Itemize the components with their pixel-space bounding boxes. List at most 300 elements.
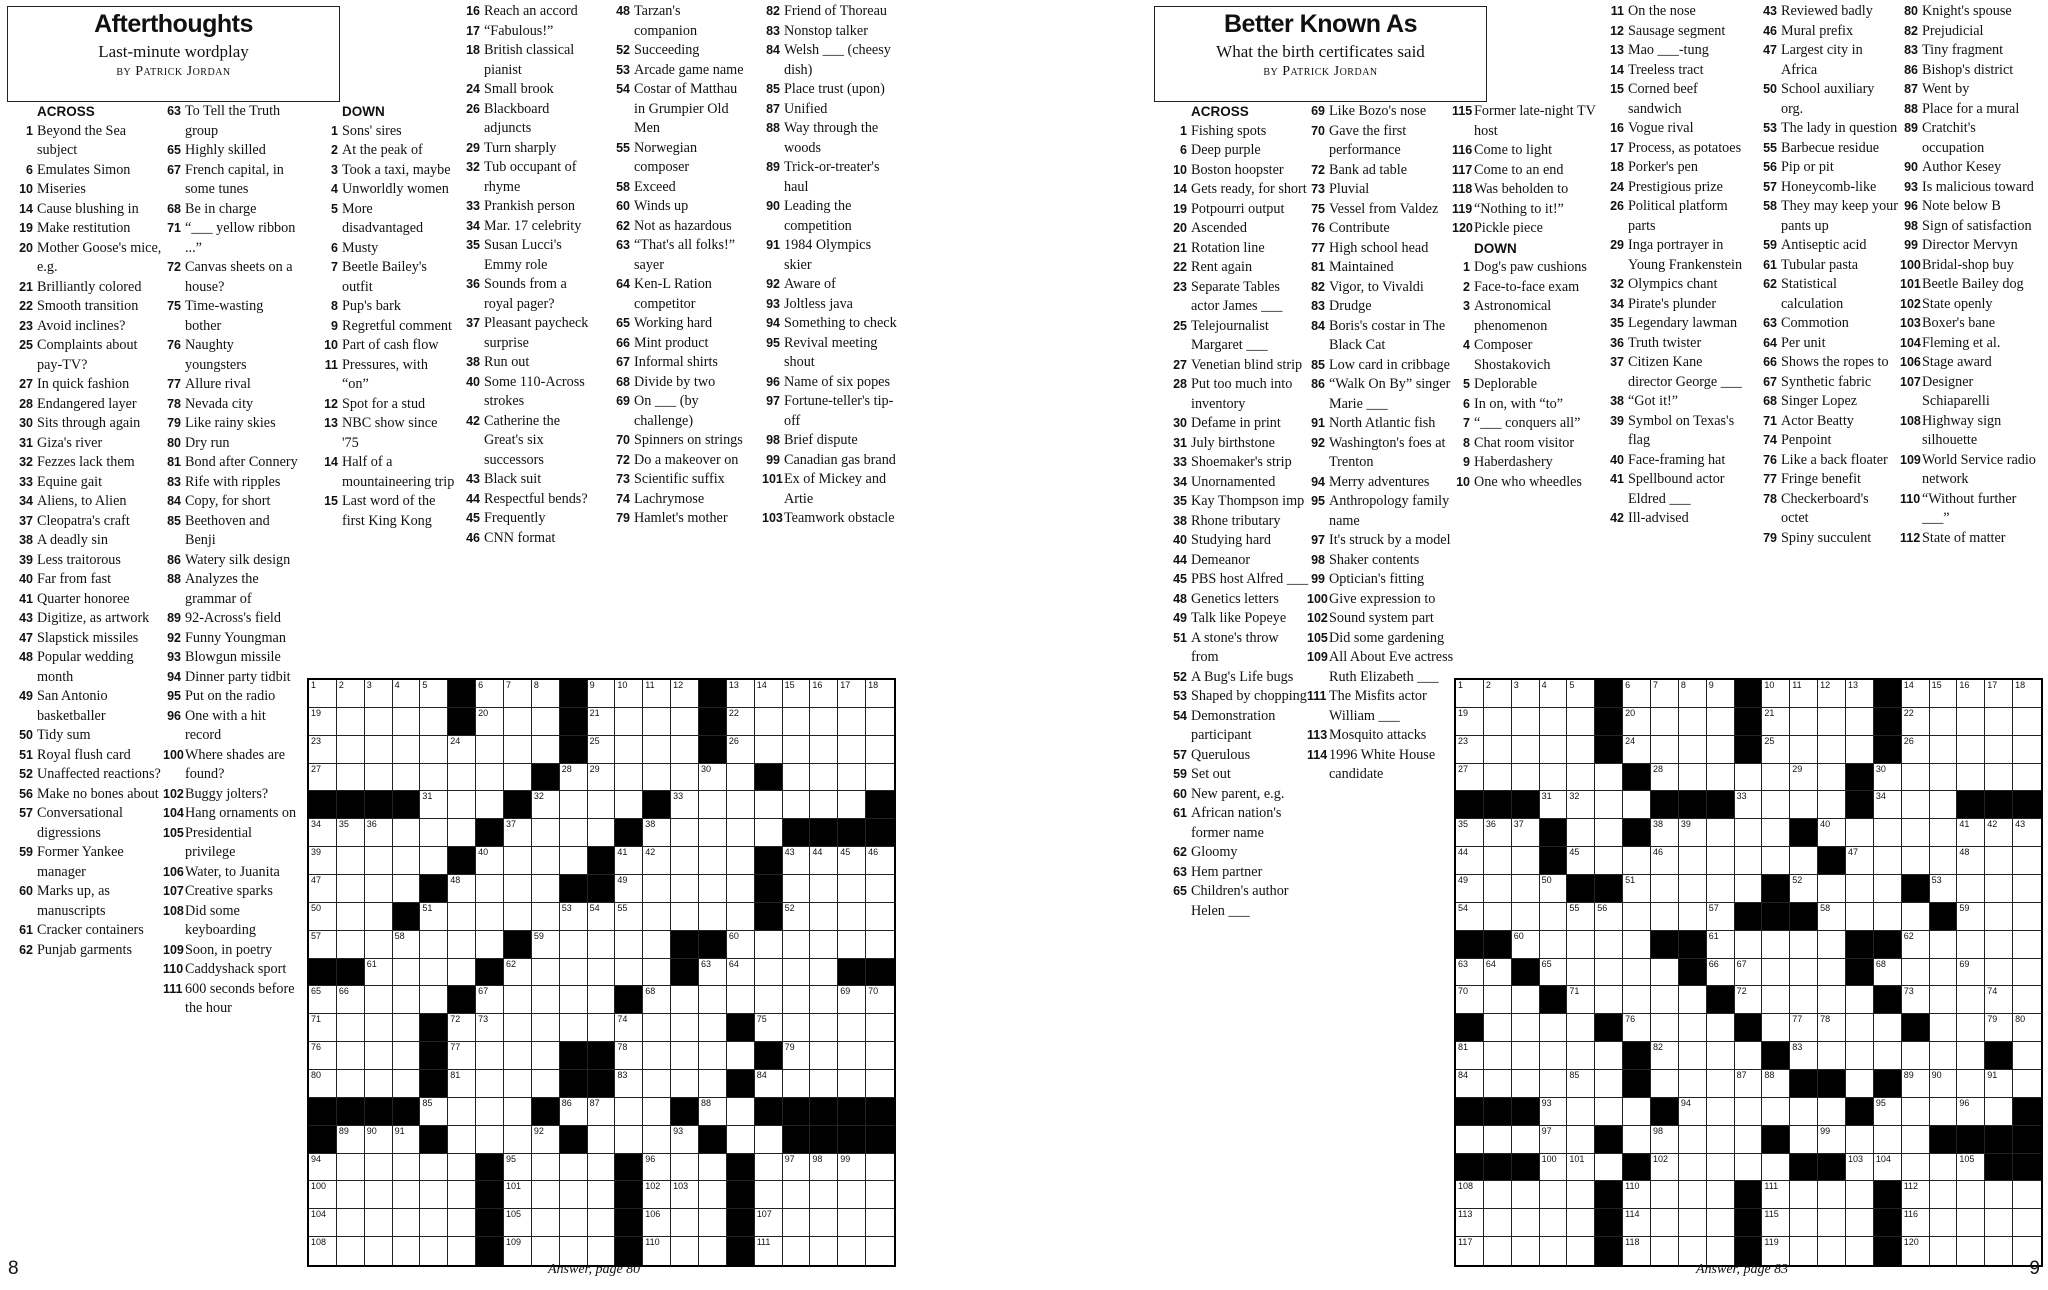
grid-cell[interactable]	[1707, 903, 1735, 931]
grid-cell[interactable]	[1762, 680, 1790, 708]
grid-cell[interactable]	[448, 1237, 476, 1265]
grid-cell[interactable]	[448, 875, 476, 903]
grid-cell[interactable]	[1957, 986, 1985, 1014]
grid-cell[interactable]	[1790, 1126, 1818, 1154]
grid-cell[interactable]	[615, 1070, 643, 1098]
grid-cell[interactable]	[783, 1237, 811, 1265]
grid-cell[interactable]	[671, 1181, 699, 1209]
grid-cell[interactable]	[532, 903, 560, 931]
grid-cell[interactable]	[476, 903, 504, 931]
grid-cell[interactable]	[810, 903, 838, 931]
grid-cell[interactable]	[504, 764, 532, 792]
grid-cell[interactable]	[1790, 680, 1818, 708]
grid-cell[interactable]	[810, 1154, 838, 1182]
grid-cell[interactable]	[393, 1154, 421, 1182]
grid-cell[interactable]	[810, 791, 838, 819]
grid-cell[interactable]	[1567, 1014, 1595, 1042]
grid-cell[interactable]	[727, 764, 755, 792]
grid-cell[interactable]	[1957, 847, 1985, 875]
grid-cell[interactable]	[1484, 764, 1512, 792]
grid-cell[interactable]	[504, 1181, 532, 1209]
grid-cell[interactable]	[309, 847, 337, 875]
grid-cell[interactable]	[1985, 875, 2013, 903]
grid-cell[interactable]	[1651, 847, 1679, 875]
grid-cell[interactable]	[393, 1209, 421, 1237]
grid-cell[interactable]	[1957, 1209, 1985, 1237]
grid-cell[interactable]	[1707, 1070, 1735, 1098]
grid-cell[interactable]	[1985, 959, 2013, 987]
grid-cell[interactable]	[810, 1014, 838, 1042]
grid-cell[interactable]	[1679, 986, 1707, 1014]
grid-cell[interactable]	[1818, 875, 1846, 903]
grid-cell[interactable]	[643, 764, 671, 792]
grid-cell[interactable]	[420, 931, 448, 959]
grid-cell[interactable]	[1818, 1209, 1846, 1237]
grid-cell[interactable]	[2013, 680, 2041, 708]
grid-cell[interactable]	[699, 986, 727, 1014]
grid-cell[interactable]	[810, 1070, 838, 1098]
grid-cell[interactable]	[2013, 903, 2041, 931]
grid-cell[interactable]	[866, 708, 894, 736]
grid-cell[interactable]	[671, 1237, 699, 1265]
grid-cell[interactable]	[588, 1154, 616, 1182]
grid-cell[interactable]	[1762, 959, 1790, 987]
grid-cell[interactable]	[755, 708, 783, 736]
grid-cell[interactable]	[1902, 680, 1930, 708]
grid-cell[interactable]	[755, 1014, 783, 1042]
grid-cell[interactable]	[393, 819, 421, 847]
grid-cell[interactable]	[1512, 1181, 1540, 1209]
grid-cell[interactable]	[1735, 1098, 1763, 1126]
grid-cell[interactable]	[1930, 1014, 1958, 1042]
grid-cell[interactable]	[1902, 1042, 1930, 1070]
grid-cell[interactable]	[1456, 903, 1484, 931]
grid-cell[interactable]	[1874, 959, 1902, 987]
grid-cell[interactable]	[1957, 764, 1985, 792]
grid-cell[interactable]	[727, 1098, 755, 1126]
grid-cell[interactable]	[1957, 1014, 1985, 1042]
grid-cell[interactable]	[1512, 764, 1540, 792]
grid-cell[interactable]	[588, 791, 616, 819]
grid-cell[interactable]	[1540, 708, 1568, 736]
grid-cell[interactable]	[393, 931, 421, 959]
grid-cell[interactable]	[1846, 1126, 1874, 1154]
grid-cell[interactable]	[2013, 764, 2041, 792]
grid-cell[interactable]	[393, 847, 421, 875]
grid-cell[interactable]	[1985, 903, 2013, 931]
grid-cell[interactable]	[1484, 1181, 1512, 1209]
grid-cell[interactable]	[1762, 736, 1790, 764]
grid-cell[interactable]	[1735, 819, 1763, 847]
grid-cell[interactable]	[448, 1042, 476, 1070]
grid-cell[interactable]	[615, 764, 643, 792]
grid-cell[interactable]	[755, 1181, 783, 1209]
grid-cell[interactable]	[2013, 708, 2041, 736]
grid-cell[interactable]	[1930, 708, 1958, 736]
grid-cell[interactable]	[643, 986, 671, 1014]
grid-cell[interactable]	[1623, 708, 1651, 736]
grid-cell[interactable]	[727, 819, 755, 847]
grid-cell[interactable]	[755, 1070, 783, 1098]
grid-cell[interactable]	[1540, 931, 1568, 959]
grid-cell[interactable]	[643, 1181, 671, 1209]
grid-cell[interactable]	[1985, 1098, 2013, 1126]
grid-cell[interactable]	[588, 736, 616, 764]
grid-cell[interactable]	[393, 959, 421, 987]
grid-cell[interactable]	[588, 708, 616, 736]
grid-cell[interactable]	[504, 875, 532, 903]
grid-cell[interactable]	[504, 736, 532, 764]
grid-cell[interactable]	[1651, 1070, 1679, 1098]
grid-cell[interactable]	[866, 875, 894, 903]
grid-cell[interactable]	[810, 931, 838, 959]
grid-cell[interactable]	[1874, 819, 1902, 847]
grid-cell[interactable]	[1902, 1209, 1930, 1237]
grid-cell[interactable]	[504, 680, 532, 708]
grid-cell[interactable]	[1595, 1154, 1623, 1182]
grid-cell[interactable]	[504, 1126, 532, 1154]
grid-cell[interactable]	[1874, 847, 1902, 875]
grid-cell[interactable]	[1735, 931, 1763, 959]
grid-cell[interactable]	[1707, 680, 1735, 708]
grid-cell[interactable]	[1957, 1070, 1985, 1098]
grid-cell[interactable]	[1985, 1181, 2013, 1209]
grid-cell[interactable]	[783, 1209, 811, 1237]
grid-cell[interactable]	[1707, 1209, 1735, 1237]
grid-cell[interactable]	[588, 1126, 616, 1154]
grid-cell[interactable]	[1567, 986, 1595, 1014]
grid-cell[interactable]	[393, 764, 421, 792]
grid-cell[interactable]	[309, 680, 337, 708]
grid-cell[interactable]	[1985, 931, 2013, 959]
grid-cell[interactable]	[365, 903, 393, 931]
grid-cell[interactable]	[866, 1042, 894, 1070]
grid-cell[interactable]	[1484, 875, 1512, 903]
grid-cell[interactable]	[1623, 1181, 1651, 1209]
grid-cell[interactable]	[1930, 1237, 1958, 1265]
grid-cell[interactable]	[2013, 847, 2041, 875]
grid-cell[interactable]	[838, 1209, 866, 1237]
grid-cell[interactable]	[476, 931, 504, 959]
grid-cell[interactable]	[588, 819, 616, 847]
grid-cell[interactable]	[1902, 1098, 1930, 1126]
grid-cell[interactable]	[588, 903, 616, 931]
grid-cell[interactable]	[1456, 736, 1484, 764]
grid-cell[interactable]	[1930, 680, 1958, 708]
grid-cell[interactable]	[699, 875, 727, 903]
grid-cell[interactable]	[1456, 1181, 1484, 1209]
grid-cell[interactable]	[643, 1237, 671, 1265]
grid-cell[interactable]	[1456, 764, 1484, 792]
grid-cell[interactable]	[727, 959, 755, 987]
grid-cell[interactable]	[309, 986, 337, 1014]
grid-cell[interactable]	[1456, 708, 1484, 736]
grid-cell[interactable]	[504, 903, 532, 931]
grid-cell[interactable]	[448, 736, 476, 764]
grid-cell[interactable]	[671, 986, 699, 1014]
grid-cell[interactable]	[1818, 1237, 1846, 1265]
grid-cell[interactable]	[1818, 791, 1846, 819]
grid-cell[interactable]	[1456, 986, 1484, 1014]
grid-cell[interactable]	[755, 736, 783, 764]
grid-cell[interactable]	[532, 959, 560, 987]
grid-cell[interactable]	[1957, 1237, 1985, 1265]
grid-cell[interactable]	[643, 1070, 671, 1098]
grid-cell[interactable]	[393, 736, 421, 764]
grid-cell[interactable]	[1456, 959, 1484, 987]
grid-cell[interactable]	[1957, 931, 1985, 959]
grid-cell[interactable]	[1707, 1154, 1735, 1182]
grid-cell[interactable]	[1902, 986, 1930, 1014]
grid-cell[interactable]	[337, 903, 365, 931]
grid-cell[interactable]	[1595, 847, 1623, 875]
grid-cell[interactable]	[309, 875, 337, 903]
grid-cell[interactable]	[1651, 1154, 1679, 1182]
grid-cell[interactable]	[1735, 791, 1763, 819]
grid-cell[interactable]	[1567, 959, 1595, 987]
grid-cell[interactable]	[1874, 1042, 1902, 1070]
grid-cell[interactable]	[1512, 1126, 1540, 1154]
grid-cell[interactable]	[1762, 847, 1790, 875]
grid-cell[interactable]	[1735, 1070, 1763, 1098]
grid-cell[interactable]	[866, 986, 894, 1014]
grid-cell[interactable]	[504, 1042, 532, 1070]
grid-cell[interactable]	[755, 680, 783, 708]
grid-cell[interactable]	[393, 1237, 421, 1265]
grid-cell[interactable]	[671, 1070, 699, 1098]
grid-cell[interactable]	[337, 986, 365, 1014]
grid-cell[interactable]	[1456, 847, 1484, 875]
grid-cell[interactable]	[1567, 680, 1595, 708]
grid-cell[interactable]	[1623, 680, 1651, 708]
grid-cell[interactable]	[420, 819, 448, 847]
grid-cell[interactable]	[1595, 819, 1623, 847]
grid-cell[interactable]	[1456, 819, 1484, 847]
grid-cell[interactable]	[504, 1209, 532, 1237]
grid-cell[interactable]	[1930, 819, 1958, 847]
grid-cell[interactable]	[1818, 903, 1846, 931]
grid-cell[interactable]	[1818, 959, 1846, 987]
grid-cell[interactable]	[309, 903, 337, 931]
grid-cell[interactable]	[1790, 1098, 1818, 1126]
grid-cell[interactable]	[1707, 1042, 1735, 1070]
grid-cell[interactable]	[1595, 764, 1623, 792]
grid-cell[interactable]	[671, 1014, 699, 1042]
grid-cell[interactable]	[1567, 1126, 1595, 1154]
grid-cell[interactable]	[1735, 1154, 1763, 1182]
grid-cell[interactable]	[1623, 1209, 1651, 1237]
grid-cell[interactable]	[1762, 764, 1790, 792]
grid-cell[interactable]	[1679, 1042, 1707, 1070]
grid-cell[interactable]	[1567, 791, 1595, 819]
grid-cell[interactable]	[476, 986, 504, 1014]
grid-cell[interactable]	[838, 986, 866, 1014]
grid-cell[interactable]	[699, 1014, 727, 1042]
grid-cell[interactable]	[365, 708, 393, 736]
grid-cell[interactable]	[365, 819, 393, 847]
grid-cell[interactable]	[615, 903, 643, 931]
grid-cell[interactable]	[476, 1098, 504, 1126]
grid-cell[interactable]	[1930, 791, 1958, 819]
grid-cell[interactable]	[1567, 708, 1595, 736]
grid-cell[interactable]	[448, 931, 476, 959]
grid-cell[interactable]	[420, 959, 448, 987]
grid-cell[interactable]	[476, 680, 504, 708]
grid-cell[interactable]	[783, 708, 811, 736]
grid-cell[interactable]	[1540, 1237, 1568, 1265]
grid-cell[interactable]	[699, 903, 727, 931]
grid-cell[interactable]	[727, 847, 755, 875]
grid-cell[interactable]	[866, 1070, 894, 1098]
grid-cell[interactable]	[448, 959, 476, 987]
grid-cell[interactable]	[1512, 903, 1540, 931]
grid-cell[interactable]	[1512, 986, 1540, 1014]
grid-cell[interactable]	[532, 847, 560, 875]
grid-cell[interactable]	[560, 903, 588, 931]
grid-cell[interactable]	[671, 1042, 699, 1070]
grid-cell[interactable]	[810, 986, 838, 1014]
grid-cell[interactable]	[1985, 1237, 2013, 1265]
grid-cell[interactable]	[448, 791, 476, 819]
grid-cell[interactable]	[476, 1126, 504, 1154]
grid-cell[interactable]	[504, 1070, 532, 1098]
grid-cell[interactable]	[1707, 736, 1735, 764]
grid-cell[interactable]	[2013, 931, 2041, 959]
grid-cell[interactable]	[1902, 736, 1930, 764]
grid-cell[interactable]	[1540, 959, 1568, 987]
grid-cell[interactable]	[866, 1209, 894, 1237]
grid-cell[interactable]	[309, 1209, 337, 1237]
grid-cell[interactable]	[1818, 680, 1846, 708]
grid-cell[interactable]	[1957, 875, 1985, 903]
grid-cell[interactable]	[838, 1154, 866, 1182]
grid-cell[interactable]	[560, 847, 588, 875]
grid-cell[interactable]	[643, 1209, 671, 1237]
grid-cell[interactable]	[420, 1209, 448, 1237]
grid-cell[interactable]	[838, 680, 866, 708]
grid-cell[interactable]	[1902, 1070, 1930, 1098]
grid-cell[interactable]	[2013, 1070, 2041, 1098]
grid-cell[interactable]	[476, 1070, 504, 1098]
grid-cell[interactable]	[337, 680, 365, 708]
grid-cell[interactable]	[1540, 875, 1568, 903]
grid-cell[interactable]	[1679, 1098, 1707, 1126]
grid-cell[interactable]	[448, 1209, 476, 1237]
grid-cell[interactable]	[588, 1237, 616, 1265]
grid-cell[interactable]	[532, 736, 560, 764]
grid-cell[interactable]	[1902, 959, 1930, 987]
grid-cell[interactable]	[1679, 875, 1707, 903]
grid-cell[interactable]	[643, 680, 671, 708]
grid-cell[interactable]	[1818, 819, 1846, 847]
grid-cell[interactable]	[1762, 791, 1790, 819]
grid-cell[interactable]	[783, 1042, 811, 1070]
grid-cell[interactable]	[1484, 1042, 1512, 1070]
grid-cell[interactable]	[393, 1070, 421, 1098]
grid-cell[interactable]	[1902, 708, 1930, 736]
grid-cell[interactable]	[365, 1070, 393, 1098]
grid-cell[interactable]	[1762, 1209, 1790, 1237]
grid-cell[interactable]	[1930, 1098, 1958, 1126]
grid-cell[interactable]	[337, 1070, 365, 1098]
grid-cell[interactable]	[420, 764, 448, 792]
grid-cell[interactable]	[1846, 1070, 1874, 1098]
grid-cell[interactable]	[1595, 986, 1623, 1014]
grid-cell[interactable]	[1651, 1042, 1679, 1070]
grid-cell[interactable]	[1846, 736, 1874, 764]
grid-cell[interactable]	[337, 931, 365, 959]
grid-cell[interactable]	[1846, 847, 1874, 875]
grid-cell[interactable]	[504, 1098, 532, 1126]
grid-cell[interactable]	[1567, 736, 1595, 764]
grid-cell[interactable]	[1818, 1014, 1846, 1042]
grid-cell[interactable]	[476, 764, 504, 792]
grid-cell[interactable]	[1790, 959, 1818, 987]
grid-cell[interactable]	[1679, 736, 1707, 764]
grid-cell[interactable]	[1902, 1181, 1930, 1209]
grid-cell[interactable]	[615, 791, 643, 819]
grid-cell[interactable]	[1735, 847, 1763, 875]
grid-cell[interactable]	[365, 736, 393, 764]
crossword-grid[interactable]	[1454, 678, 2043, 1267]
grid-cell[interactable]	[420, 1237, 448, 1265]
grid-cell[interactable]	[1930, 986, 1958, 1014]
grid-cell[interactable]	[755, 931, 783, 959]
grid-cell[interactable]	[1512, 1070, 1540, 1098]
grid-cell[interactable]	[1456, 680, 1484, 708]
grid-cell[interactable]	[783, 847, 811, 875]
grid-cell[interactable]	[560, 1209, 588, 1237]
grid-cell[interactable]	[1707, 764, 1735, 792]
grid-cell[interactable]	[393, 875, 421, 903]
grid-cell[interactable]	[643, 1126, 671, 1154]
grid-cell[interactable]	[1595, 1098, 1623, 1126]
grid-cell[interactable]	[755, 791, 783, 819]
grid-cell[interactable]	[699, 1042, 727, 1070]
grid-cell[interactable]	[448, 903, 476, 931]
grid-cell[interactable]	[1484, 819, 1512, 847]
grid-cell[interactable]	[309, 1070, 337, 1098]
grid-cell[interactable]	[309, 1237, 337, 1265]
grid-cell[interactable]	[532, 1181, 560, 1209]
grid-cell[interactable]	[1818, 931, 1846, 959]
grid-cell[interactable]	[365, 847, 393, 875]
grid-cell[interactable]	[1902, 1126, 1930, 1154]
grid-cell[interactable]	[2013, 819, 2041, 847]
grid-cell[interactable]	[1512, 1042, 1540, 1070]
grid-cell[interactable]	[783, 875, 811, 903]
grid-cell[interactable]	[1623, 903, 1651, 931]
grid-cell[interactable]	[1540, 903, 1568, 931]
grid-cell[interactable]	[838, 875, 866, 903]
grid-cell[interactable]	[1930, 1181, 1958, 1209]
grid-cell[interactable]	[560, 1014, 588, 1042]
grid-cell[interactable]	[1540, 1154, 1568, 1182]
grid-cell[interactable]	[448, 1098, 476, 1126]
grid-cell[interactable]	[615, 875, 643, 903]
grid-cell[interactable]	[1540, 1098, 1568, 1126]
grid-cell[interactable]	[1762, 1181, 1790, 1209]
grid-cell[interactable]	[1595, 931, 1623, 959]
grid-cell[interactable]	[1957, 1154, 1985, 1182]
grid-cell[interactable]	[671, 736, 699, 764]
grid-cell[interactable]	[393, 1181, 421, 1209]
grid-cell[interactable]	[1818, 708, 1846, 736]
grid-cell[interactable]	[1790, 736, 1818, 764]
grid-cell[interactable]	[532, 986, 560, 1014]
grid-cell[interactable]	[783, 986, 811, 1014]
grid-cell[interactable]	[1512, 1209, 1540, 1237]
